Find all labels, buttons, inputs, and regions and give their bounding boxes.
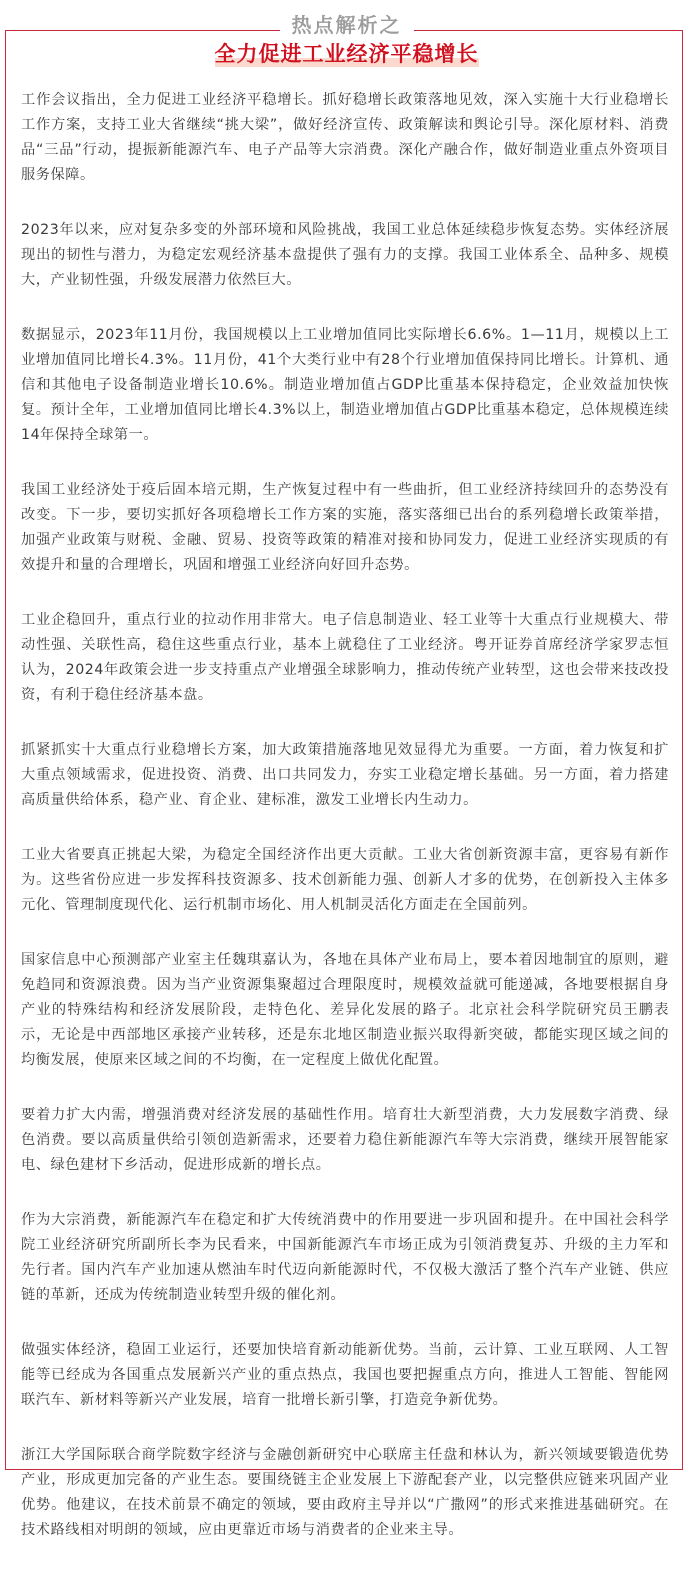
section-kicker-text: 热点解析之	[280, 13, 414, 37]
section-kicker	[0, 9, 693, 38]
article-paragraph-8: 国家信息中心预测部产业室主任魏琪嘉认为，各地在具体产业布局上，要本着因地制宜的原则，避免趋同和资源浪费。因为当产业资源集聚超过合理限度时，规模效益就可能递减，各地要根据自身产业的特殊结构和经济发展阶段，走特色化、差异化发展的路子。北京社会科学院研究员王鹏表示，无论是中西部地区承接产业转移，还是东北地区制造业振兴取得新突破，都能实现区域之间的均衡发展，使原来区域之间的不均衡，在一定程度上做优化配置。	[21, 952, 669, 1068]
article-body	[21, 88, 669, 1573]
article-paragraph-7: 工业大省要真正挑起大梁，为稳定全国经济作出更大贡献。工业大省创新资源丰富，更容易有新作为。这些省份应进一步发挥科技资源多、技术创新能力强、创新人才多的优势，在创新投入主体多元化、管理制度现代化、运行机制市场化、用人机制灵活化方面走在全国前列。	[21, 847, 669, 913]
article-paragraph-11: 做强实体经济，稳固工业运行，还要加快培育新动能新优势。当前，云计算、工业互联网、人工智能等已经成为各国重点发展新兴产业的重点热点，我国也要把握重点方向，推进人工智能、智能网联汽车、新材料等新兴产业发展，培育一批增长新引擎，打造竞争新优势。	[21, 1342, 669, 1408]
article-paragraph-5: 工业企稳回升，重点行业的拉动作用非常大。电子信息制造业、轻工业等十大重点行业规模大、带动性强、关联性高，稳住这些重点行业，基本上就稳住了工业经济。粤开证券首席经济学家罗志恒认为，2024年政策会进一步支持重点产业增强全球影响力，推动传统产业转型，这也会带来技改投资，有利于稳住经济基本盘。	[21, 612, 669, 703]
article-title-box	[207, 38, 487, 68]
article-paragraph-6: 抓紧抓实十大重点行业稳增长方案，加大政策措施落地见效显得尤为重要。一方面，着力恢复和扩大重点领域需求，促进投资、消费、出口共同发力，夯实工业稳定增长基础。另一方面，着力搭建高质量供给体系，稳产业、育企业、建标准，激发工业增长内生动力。	[21, 742, 669, 808]
article-paragraph-12: 浙江大学国际联合商学院数字经济与金融创新研究中心联席主任盘和林认为，新兴领域要锻造优势产业，形成更加完备的产业生态。要围绕链主企业发展上下游配套产业，以完整供应链来巩固产业优势。他建议，在技术前景不确定的领域，要由政府主导并以“广撒网”的形式来推进基础研究。在技术路线相对明朗的领域，应由更靠近市场与消费者的企业来主导。	[21, 1447, 669, 1538]
article-paragraph-10: 作为大宗消费，新能源汽车在稳定和扩大传统消费中的作用要进一步巩固和提升。在中国社会科学院工业经济研究所副所长李为民看来，中国新能源汽车市场正成为引领消费复苏、升级的主力军和先行者。国内汽车产业加速从燃油车时代迈向新能源时代，不仅极大激活了整个汽车产业链、供应链的革新，还成为传统制造业转型升级的催化剂。	[21, 1212, 669, 1303]
article-paragraph-3: 数据显示，2023年11月份，我国规模以上工业增加值同比实际增长6.6%。1—11月，规模以上工业增加值同比增长4.3%。11月份，41个大类行业中有28个行业增加值保持同比增长。计算机、通信和其他电子设备制造业增长10.6%。制造业增加值占GDP比重基本保持稳定，企业效益加快恢复。预计全年，工业增加值同比增长4.3%以上，制造业增加值占GDP比重基本稳定，总体规模连续14年保持全球第一。	[21, 327, 669, 443]
article-title: 全力促进工业经济平稳增长	[214, 42, 479, 66]
article-paragraph-9: 要着力扩大内需，增强消费对经济发展的基础性作用。培育壮大新型消费，大力发展数字消费、绿色消费。要以高质量供给引领创造新需求，还要着力稳住新能源汽车等大宗消费，继续开展智能家电、绿色建材下乡活动，促进形成新的增长点。	[21, 1107, 669, 1173]
article-paragraph-4: 我国工业经济处于疫后固本培元期，生产恢复过程中有一些曲折，但工业经济持续回升的态势没有改变。下一步，要切实抓好各项稳增长工作方案的实施，落实落细已出台的系列稳增长政策举措，加强产业政策与财税、金融、贸易、投资等政策的精准对接和协同发力，促进工业经济实现质的有效提升和量的合理增长，巩固和增强工业经济向好回升态势。	[21, 482, 669, 573]
headline-container	[0, 38, 693, 68]
article-paragraph-1: 工作会议指出，全力促进工业经济平稳增长。抓好稳增长政策落地见效，深入实施十大行业稳增长工作方案，支持工业大省继续“挑大梁”，做好经济宣传、政策解读和舆论引导。深化原材料、消费品“三品”行动，提振新能源汽车、电子产品等大宗消费。深化产融合作，做好制造业重点外资项目服务保障。	[21, 92, 669, 183]
article-paragraph-2: 2023年以来，应对复杂多变的外部环境和风险挑战，我国工业总体延续稳步恢复态势。实体经济展现出的韧性与潜力，为稳定宏观经济基本盘提供了强有力的支撑。我国工业体系全、品种多、规模大，产业韧性强，升级发展潜力依然巨大。	[21, 222, 669, 288]
